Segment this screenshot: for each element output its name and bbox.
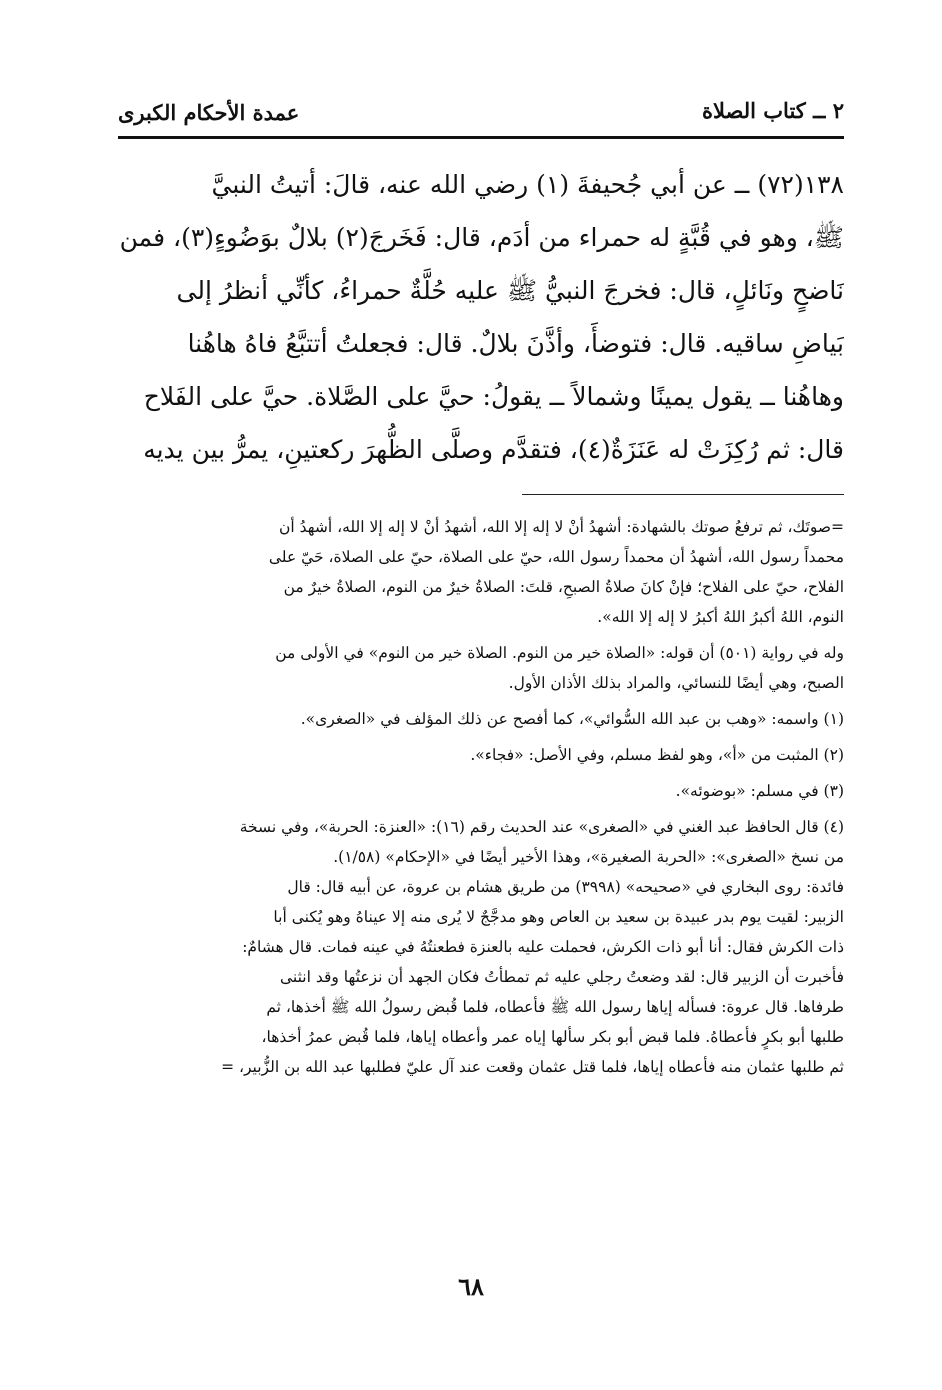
footnote-line: محمداً رسول الله، أشهدُ أن محمداً رسول الله، حيّ على الصلاة، حيّ على الصلاة، حَيّ على xyxy=(268,548,844,566)
benefit-note-line: ثم طلبها عثمان منه فأعطاه إياها، فلما قتل عثمان وقعت عند آل عليّ فطلبها عبد الله بن الزُّبير، = xyxy=(221,1058,844,1076)
benefit-note-line: فائدة: روى البخاري في «صحيحه» (٣٩٩٨) من طريق هشام بن عروة، عن أبيه قال: قال xyxy=(287,878,844,896)
hadith-line: ١٣٨(٧٢) ــ عن أبي جُحيفةَ (١) رضي الله عنه، قالَ: أتيتُ النبيَّ xyxy=(211,170,844,199)
benefit-note-line: فأخبرت أن الزبير قال: لقد وضعتُ رجلي عليه ثم تمطأتُ فكان الجهد أن نزعتُها وقد انثنى xyxy=(280,968,844,986)
hadith-line: ﷺ، وهو في قُبَّةٍ له حمراء من أدَم، قال: فَخَرجَ(٢) بلالٌ بوَضُوءٍ(٣)، فمن xyxy=(120,223,844,252)
footnote-line: وله في رواية (٥٠١) أن قوله: «الصلاة خير من النوم. الصلاة خير من النوم» في الأولى من xyxy=(275,644,844,662)
footnote-line: النوم، اللهُ أكبرُ اللهُ أكبرُ لا إله إلا الله». xyxy=(597,608,844,626)
hadith-line: وهاهُنا ــ يقول يمينًا وشمالاً ــ يقولُ: حيَّ على الصَّلاة. حيَّ على الفَلاح xyxy=(143,382,844,411)
hadith-line: بَياضِ ساقيه. قال: فتوضأَ، وأذَّنَ بلالٌ. قال: فجعلتُ أتتبَّعُ فاهُ هاهُنا xyxy=(187,329,844,358)
benefit-note-line: الزبير: لقيت يوم بدر عبيدة بن سعيد بن العاص وهو مدجَّجٌ لا يُرى منه إلا عيناهُ وهو يُكنى أبا xyxy=(273,908,844,926)
footnotes xyxy=(124,512,844,1082)
footnote-1: (١) واسمه: «وهب بن عبد الله السُّوائي»، كما أفصح عن ذلك المؤلف في «الصغرى». xyxy=(300,710,844,728)
footnote-line: الصبح، وهي أيضًا للنسائي، والمراد بذلك الأذان الأول. xyxy=(508,674,844,692)
benefit-note-line: طلبها أبو بكرٍ فأعطاهُ. فلما قبض أبو بكر سألها إياه عمر وأعطاه إياها، فلما قُبض عمرُ أخذها، xyxy=(261,1028,844,1046)
page-number: ٦٨ xyxy=(458,1272,484,1301)
benefit-note-line: طرفاها. قال عروة: فسأله إياها رسول الله ﷺ فأعطاه، فلما قُبض رسولُ الله ﷺ أخذها، ثم xyxy=(266,998,844,1016)
hadith-line: نَاضحٍ ونَائلٍ، قال: فخرجَ النبيُّ ﷺ عليه حُلَّةٌ حمراءُ، كأنِّي أنظرُ إلى xyxy=(176,276,844,305)
hadith-text xyxy=(120,158,844,476)
hadith-line: قال: ثم رُكِزَتْ له عَنَزَةٌ(٤)، فتقدَّم وصلَّى الظُّهرَ ركعتينِ، يمرُّ بين يديه xyxy=(143,435,844,464)
chapter-title: ٢ ــ كتاب الصلاة xyxy=(702,98,844,123)
book-title: عمدة الأحكام الكبرى xyxy=(118,100,300,125)
running-header xyxy=(118,92,844,139)
footnote-4: (٤) قال الحافظ عبد الغني في «الصغرى» عند الحديث رقم (١٦): «العنزة: الحربة»، وفي نسخة xyxy=(239,818,844,836)
benefit-note-line: ذات الكرش فقال: أنا أبو ذات الكرش، فحملت عليه بالعنزة فطعنتُهُ في عينه فمات. قال هشامٌ: xyxy=(242,938,844,956)
footnote-line: =صوتَك، ثم ترفعُ صوتك بالشهادة: أشهدُ أنْ لا إله إلا الله، أشهدُ أنْ لا إله إلا الله، أشهدُ أن xyxy=(278,518,844,536)
footnote-line: من نسخ «الصغرى»: «الحربة الصغيرة»، وهذا الأخير أيضًا في «الإحكام» (١/٥٨). xyxy=(333,848,844,866)
footnote-3: (٣) في مسلم: «بوضوئه». xyxy=(675,782,844,800)
footnote-2: (٢) المثبت من «أ»، وهو لفظ مسلم، وفي الأصل: «فجاء». xyxy=(470,746,844,764)
footnote-separator xyxy=(522,494,844,495)
footnote-line: الفلاح، حيّ على الفلاح؛ فإنْ كانَ صلاةُ الصبحِ، قلتَ: الصلاةُ خيرٌ من النوم، الصلاةُ خيرٌ من xyxy=(283,578,844,596)
